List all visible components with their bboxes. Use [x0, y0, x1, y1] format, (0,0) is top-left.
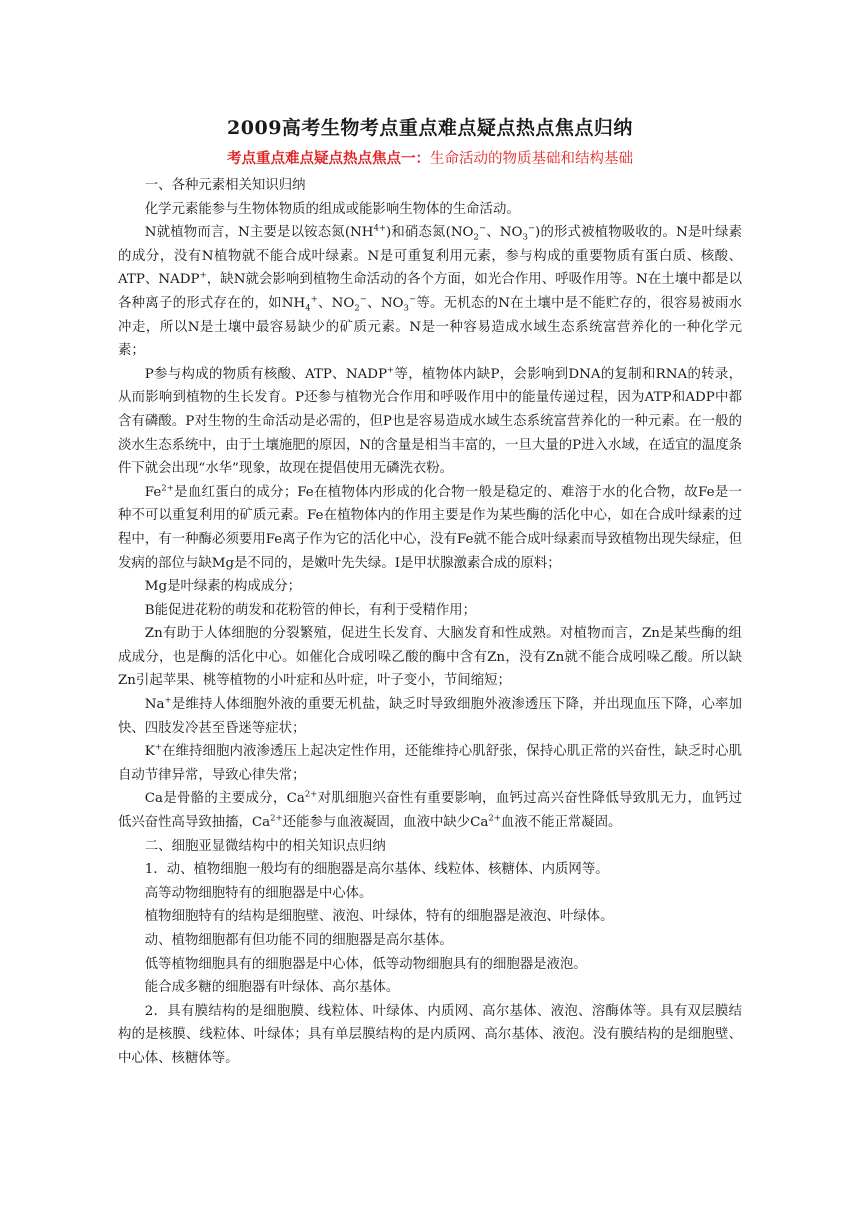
paragraph-zinc: Zn有助于人体细胞的分裂繁殖，促进生长发育、大脑发育和性成熟。对植物而言，Zn是某些酶的组成成分，也是酶的活化中心。如催化合成吲哚乙酸的酶中含有Zn，没有Zn就不能合成吲哚乙酸。所以缺Zn引起苹果、桃等植物的小叶症和丛叶症，叶子变小，节间缩短；: [118, 626, 742, 689]
section2-item1: 1．动、植物细胞一般均有的细胞器是高尔基体、线粒体、核糖体、内质网等。: [144, 862, 609, 878]
paragraph-potassium: K+在维持细胞内液渗透压上起决定性作用，还能维持心肌舒张，保持心肌正常的兴奋性，缺乏时心肌自动节律异常，导致心律失常；: [118, 742, 742, 783]
section-subtitle: [0, 149, 860, 169]
document-title: 2009高考生物考点重点难点疑点热点焦点归纳: [227, 117, 633, 139]
section2-line3: 植物细胞特有的结构是细胞壁、液泡、叶绿体，特有的细胞器是液泡、叶绿体。: [144, 909, 614, 925]
subtitle-topic: 生命活动的物质基础和结构基础: [430, 151, 633, 167]
section1-heading: 一、各种元素相关知识归纳: [144, 178, 306, 193]
paragraph-sodium: Na+是维持人体细胞外液的重要无机盐，缺乏时导致细胞外液渗透压下降，并出现血压下降，心率加快、四肢发冷甚至昏迷等症状；: [118, 695, 742, 736]
section2-line5: 低等植物细胞具有的细胞器是中心体，低等动物细胞具有的细胞器是液泡。: [144, 956, 587, 972]
section2-heading: 二、细胞亚显微结构中的相关知识点归纳: [144, 838, 386, 854]
paragraph-magnesium: Mg是叶绿素的构成成分；: [144, 579, 301, 595]
paragraph-boron: B能促进花粉的萌发和花粉管的伸长，有利于受精作用；: [144, 602, 477, 618]
document-body: [118, 174, 742, 1071]
paragraph-nitrogen: N就植物而言，N主要是以铵态氮$(NH^{4+})$和硝态氮($NO_2^-$、$NO_3^-$)的形式被植物吸收的。N是叶绿素的成分，没有N植物就不能合成叶绿素。N是可重复利用元素，参与构成的重要物质有蛋白质、核酸、ATP、NADP+，缺N就会影响到植物生命活动的各个方面，如光合作用、呼吸作用等。N在土壤中都是以各种离子的形式存在的，如$NH_4^+$、$NO_2^-$、$NO_3^-$等。无机态的N在土壤中是不能贮存的，很容易被雨水冲走，所以N是土壤中最容易缺少的矿质元素。N是一种容易造成水域生态系统富营养化的一种化学元素；: [118, 223, 742, 359]
section2-line2: 高等动物细胞特有的细胞器是中心体。: [144, 885, 373, 901]
section1-intro: 化学元素能参与生物体物质的组成或能影响生物体的生命活动。: [144, 201, 520, 217]
section2-item2: 2．具有膜结构的是细胞膜、线粒体、叶绿体、内质网、高尔基体、液泡、溶酶体等。具有双层膜结构的是核膜、线粒体、叶绿体；具有单层膜结构的是内质网、高尔基体、液泡。没有膜结构的是细胞壁、中心体、核糖体等。: [118, 1003, 742, 1066]
paragraph-phosphorus: P参与构成的物质有核酸、ATP、NADP+等，植物体内缺P，会影响到DNA的复制和RNA的转录，从而影响到植物的生长发育。P还参与植物光合作用和呼吸作用中的能量传递过程，因为ATP和ADP中都含有磷酸。P对生物的生命活动是必需的，但P也是容易造成水域生态系统富营养化的一种元素。在一般的淡水生态系统中，由于土壤施肥的原因，N的含量是相当丰富的，一旦大量的P进入水域，在适宜的温度条件下就会出现“水华”现象，故现在提倡使用无磷洗衣粉。: [118, 365, 742, 477]
paragraph-iron: $Fe^{2+}$是血红蛋白的成分；Fe在植物体内形成的化合物一般是稳定的、难溶于水的化合物，故Fe是一种不可以重复利用的矿质元素。Fe在植物体内的作用主要是作为某些酶的活化中心，如在合成叶绿素的过程中，有一种酶必须要用Fe离子作为它的活化中心，没有Fe就不能合成叶绿素而导致植物出现失绿症，但发病的部位与缺Mg是不同的，是嫩叶先失绿。I是甲状腺激素合成的原料；: [118, 483, 742, 571]
subtitle-label: 考点重点难点疑点热点焦点一：: [227, 150, 430, 167]
section2-line4: 动、植物细胞都有但功能不同的细胞器是高尔基体。: [144, 933, 453, 948]
section2-line6: 能合成多糖的细胞器有叶绿体、高尔基体。: [144, 980, 400, 996]
paragraph-calcium: Ca是骨骼的主要成分，$Ca^{2+}$对肌细胞兴奋性有重要影响，血钙过高兴奋性降低导致肌无力，血钙过低兴奋性高导致抽搐，$Ca^{2+}$还能参与血液凝固，血液中缺少$Ca^{2+}$血液不能正常凝固。: [118, 789, 742, 831]
